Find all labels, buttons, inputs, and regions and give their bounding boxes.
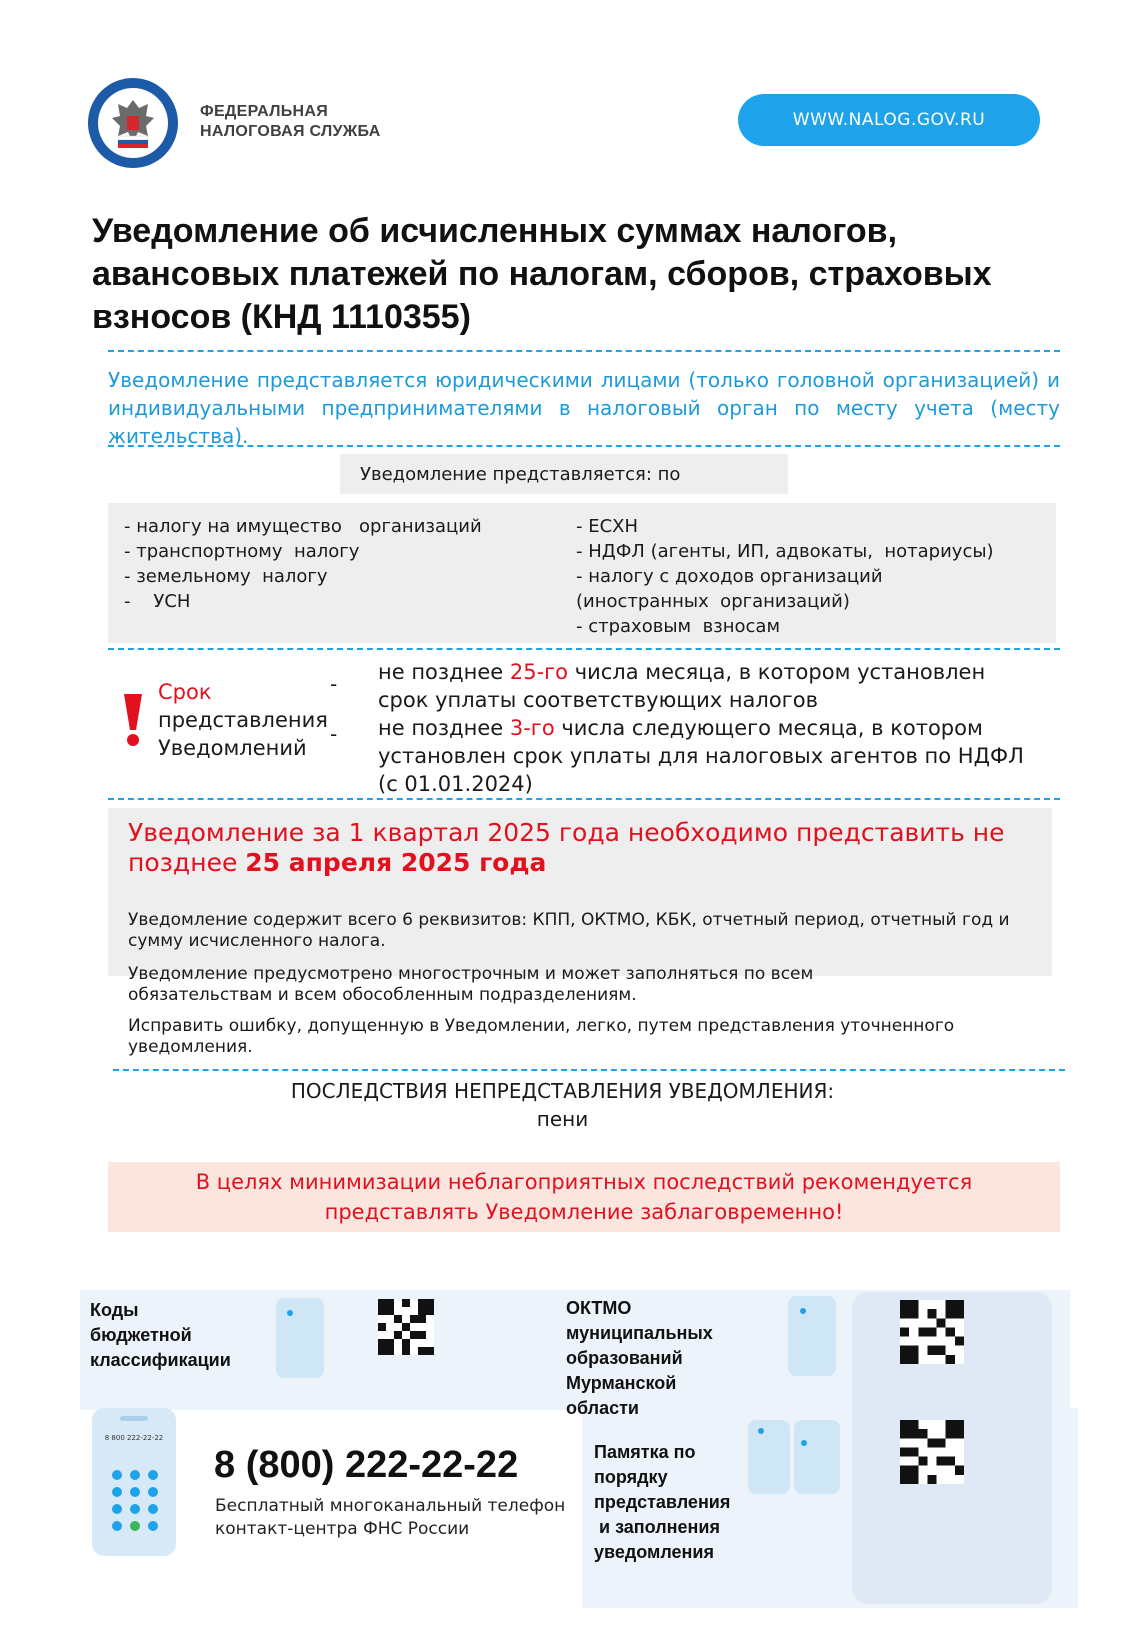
list-item: - налогу на имущество организаций	[124, 516, 482, 537]
note-3: Исправить ошибку, допущенную в Уведомлении, легко, путем представления уточненного уведомления.	[128, 1016, 955, 1057]
phone-card	[794, 1420, 840, 1494]
warning-line-1: В целях минимизации неблагоприятных последствий рекомендуется	[195, 1170, 973, 1194]
dash-mark: -	[330, 722, 338, 746]
deadline-text	[378, 658, 1058, 798]
phone-illustration	[92, 1408, 176, 1556]
oktmo-title: ОКТМО муниципальных образований Мурманской области	[566, 1298, 713, 1418]
tax-list-right	[576, 514, 994, 639]
q1-notice: Уведомление за 1 квартал 2025 года необходимо представить не позднее 25 апреля 2025 года	[128, 818, 1005, 877]
warning-box	[108, 1162, 1060, 1232]
memo-title: Памятка по порядку представления и заполнения уведомления	[594, 1442, 731, 1562]
dot	[801, 1440, 807, 1446]
list-item: (иностранных организаций)	[576, 591, 850, 612]
list-item: - УСН	[124, 591, 191, 612]
tax-list-left	[124, 514, 482, 614]
list-item: - НДФЛ (агенты, ИП, адвокаты, нотариусы)	[576, 541, 994, 562]
divider	[113, 1069, 1065, 1071]
consequences-heading: ПОСЛЕДСТВИЯ НЕПРЕДСТАВЛЕНИЯ УВЕДОМЛЕНИЯ:	[290, 1079, 835, 1103]
brand-name	[200, 102, 381, 142]
list-item: - транспортному налогу	[124, 541, 360, 562]
hotline-description: Бесплатный многоканальный телефон контакт-центра ФНС России	[215, 1496, 566, 1539]
dot	[758, 1428, 764, 1434]
brand-line-1: ФЕДЕРАЛЬНАЯ	[200, 103, 329, 120]
warning-line-2: представлять Уведомление заблаговременно!	[324, 1200, 844, 1224]
list-item: - ЕСХН	[576, 516, 639, 537]
deadline-item-2-line-2: установлен срок уплаты для налоговых агентов по НДФЛ	[378, 744, 1024, 768]
phone-card	[748, 1420, 790, 1494]
list-item: - страховым взносам	[576, 616, 781, 637]
qr-code-kbk[interactable]	[378, 1298, 434, 1356]
note-1: Уведомление содержит всего 6 реквизитов: КПП, ОКТМО, КБК, отчетный период, отчетный год и сумму исчисленного налога.	[128, 910, 1010, 951]
qr-code-oktmo[interactable]	[900, 1300, 964, 1364]
divider	[108, 648, 1060, 650]
phone-card	[276, 1298, 324, 1378]
submitted-for-label: Уведомление представляется: по	[340, 454, 788, 494]
phone-screen-number: 8 800 222-22-22	[104, 1434, 164, 1442]
deadline-item-2-line-3: (с 01.01.2024)	[378, 772, 533, 796]
eagle-emblem-icon	[108, 96, 158, 148]
keypad-icon	[110, 1468, 160, 1534]
dash-mark: -	[330, 672, 338, 696]
page-title	[92, 210, 1052, 339]
brand-line-2: НАЛОГОВАЯ СЛУЖБА	[200, 123, 381, 140]
dot	[287, 1310, 293, 1316]
divider	[108, 445, 1060, 447]
deadline-label-line-3: Уведомлений	[158, 736, 307, 760]
list-item: - земельному налогу	[124, 566, 328, 587]
kbk-title: Коды бюджетной классификации	[90, 1300, 231, 1370]
divider	[108, 350, 1060, 352]
exclamation-icon	[120, 692, 146, 748]
list-item: - налогу с доходов организаций	[576, 566, 883, 587]
deadline-label-line-2: представления	[158, 708, 328, 732]
deadline-item-1: не позднее 25-го числа месяца, в котором установлен	[378, 660, 986, 684]
phone-speaker	[120, 1416, 148, 1421]
title-line-3: взносов (КНД 1110355)	[92, 298, 471, 336]
qr-code-memo[interactable]	[900, 1420, 964, 1484]
phone-card	[788, 1296, 836, 1376]
deadline-label	[158, 678, 328, 762]
consequences-value: пени	[536, 1107, 589, 1131]
title-line-1: Уведомление об исчисленных суммах налогов,	[92, 212, 898, 250]
divider	[108, 798, 1060, 800]
intro-text: Уведомление представляется юридическими лицами (только головной организацией) и индивидуальными предпринимателями в налоговый орган по месту учета (месту жительства).	[108, 368, 1060, 448]
deadline-label-line-1: Срок	[158, 680, 212, 704]
tax-list-box	[108, 503, 1056, 643]
dot	[800, 1308, 806, 1314]
title-line-2: авансовых платежей по налогам, сборов, страховых	[92, 255, 992, 293]
hotline-number[interactable]: 8 (800) 222-22-22	[214, 1444, 519, 1486]
website-link[interactable]: WWW.NALOG.GOV.RU	[738, 94, 1040, 146]
deadline-item-2: не позднее 3-го числа следующего месяца, в котором	[378, 716, 983, 740]
deadline-item-1-line-2: срок уплаты соответствующих налогов	[378, 688, 818, 712]
note-2: Уведомление предусмотрено многострочным и может заполняться по всем обязательствам и всем обособленным подразделениям.	[128, 964, 814, 1005]
